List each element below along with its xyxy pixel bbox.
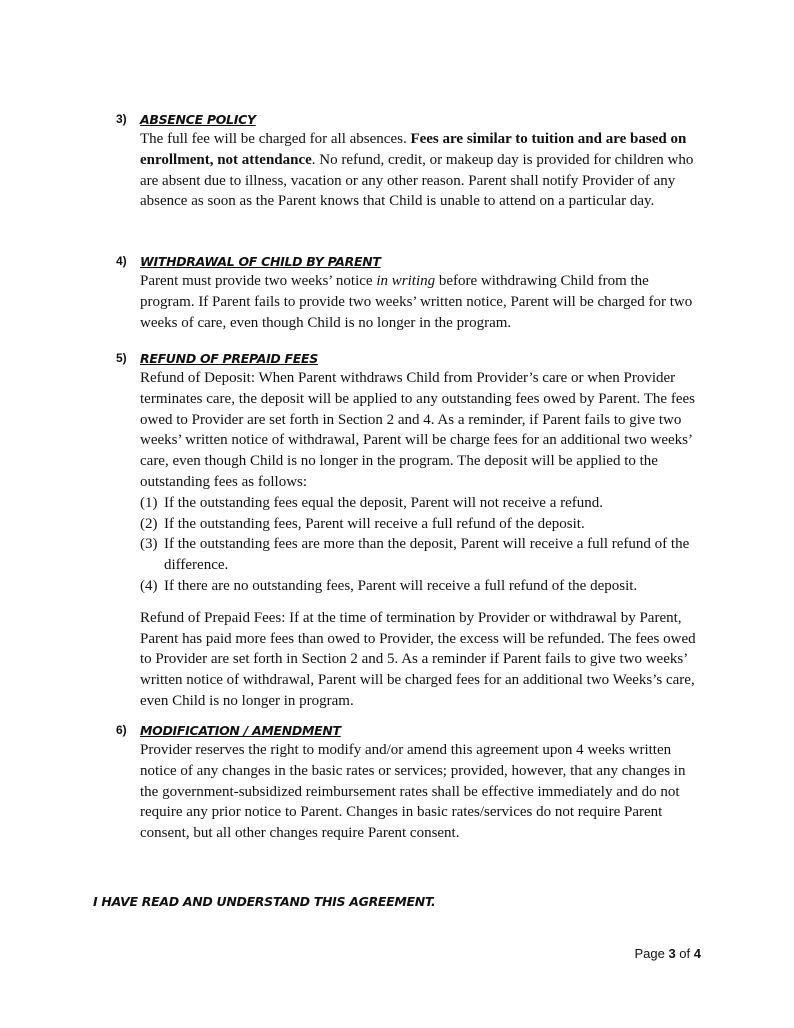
- section-body: [140, 271, 706, 333]
- section-absence-policy: [116, 111, 706, 212]
- section-heading: MODIFICATION / AMENDMENT: [140, 723, 341, 738]
- list-item-text: If there are no outstanding fees, Parent will receive a full refund of the deposit.: [164, 577, 638, 594]
- section-number: 5): [116, 351, 127, 365]
- list-item-text: If the outstanding fees are more than the deposit, Parent will receive a full refund of the difference.: [164, 536, 690, 574]
- paragraph: Provider reserves the right to modify and/or amend this agreement upon 4 weeks written notice of any changes in the basic rates or services; provided, however, that any changes in the government-subsidized reimbursement rates shall be effective immediately and do not require any prior notice to Parent. Changes in basic rates/services do not require Parent consent, but all other changes require Parent consent.: [140, 742, 686, 842]
- refund-list: [140, 493, 706, 597]
- section-body: [140, 368, 706, 712]
- list-marker: (3): [140, 536, 158, 553]
- footer-total-pages: 4: [693, 946, 701, 961]
- section-heading: WITHDRAWAL OF CHILD BY PARENT: [140, 254, 381, 269]
- section-modification-amendment: [116, 722, 706, 844]
- footer-page-word: Page: [634, 946, 665, 961]
- paragraph: [140, 129, 706, 212]
- list-item: [140, 534, 706, 576]
- list-marker: (1): [140, 494, 158, 511]
- section-body: [140, 740, 706, 844]
- paragraph: Refund of Prepaid Fees: If at the time of termination by Provider or withdrawal by Parent, Parent has paid more fees than owed to Provider, the excess will be refunded. The fees owed to Provider are set forth in Section 2 and 5. As a reminder if Parent fails to give two weeks’ written notice of withdrawal, Parent will be charged fees for an additional two Weeks’s care, even Child is no longer in program.: [140, 609, 696, 709]
- list-marker: (4): [140, 577, 158, 594]
- text-run: Parent must provide two weeks’ notice: [140, 273, 377, 289]
- paragraph: Refund of Deposit: When Parent withdraws Child from Provider’s care or when Provider terminates care, the deposit will be applied to any outstanding fees owed by Parent. The fees owed to Provider are set forth in Section 2 and 4. As a reminder, if Parent fails to give two weeks’ written notice of withdrawal, Parent will be charge fees for an additional two weeks’ care, even though Child is no longer in the program. The deposit will be applied to the outstanding fees as follows:: [140, 370, 695, 490]
- section-heading: ABSENCE POLICY: [140, 112, 256, 127]
- text-run: The full fee will be charged for all absences.: [140, 131, 411, 147]
- section-number: 4): [116, 254, 127, 268]
- section-heading: REFUND OF PREPAID FEES: [140, 351, 318, 366]
- footer-of-word: of: [679, 946, 691, 961]
- list-item: [140, 493, 706, 514]
- list-item: [140, 514, 706, 535]
- page-number-footer: [634, 946, 701, 961]
- section-refund-prepaid-fees: [116, 350, 706, 712]
- paragraph: [140, 271, 706, 333]
- list-item-text: If the outstanding fees, Parent will receive a full refund of the deposit.: [164, 515, 585, 532]
- bold-text-run: Fees are similar to tuition and are based on enrollment, not attendance: [140, 131, 687, 168]
- italic-text-run: in writing: [376, 273, 436, 289]
- section-number: 3): [116, 112, 127, 126]
- section-number: 6): [116, 723, 127, 737]
- list-item-text: If the outstanding fees equal the deposit, Parent will not receive a refund.: [164, 494, 604, 511]
- section-withdrawal: [116, 253, 706, 333]
- list-marker: (2): [140, 515, 158, 532]
- list-item: [140, 576, 706, 597]
- footer-current-page: 3: [668, 946, 676, 961]
- section-body: [140, 129, 706, 212]
- text-run: . No refund, credit, or makeup day is provided for children who are absent due to illness, vacation or any other reason. Parent shall notify Provider of any absence as soon as the Parent knows that Child is unable to attend on a particular day.: [140, 151, 694, 210]
- text-run: before withdrawing Child from the program. If Parent fails to provide two weeks’ written notice, Parent will be charged for two weeks of care, even though Child is no longer in the program.: [140, 273, 693, 331]
- acknowledgement-statement: I HAVE READ AND UNDERSTAND THIS AGREEMENT.: [93, 894, 436, 909]
